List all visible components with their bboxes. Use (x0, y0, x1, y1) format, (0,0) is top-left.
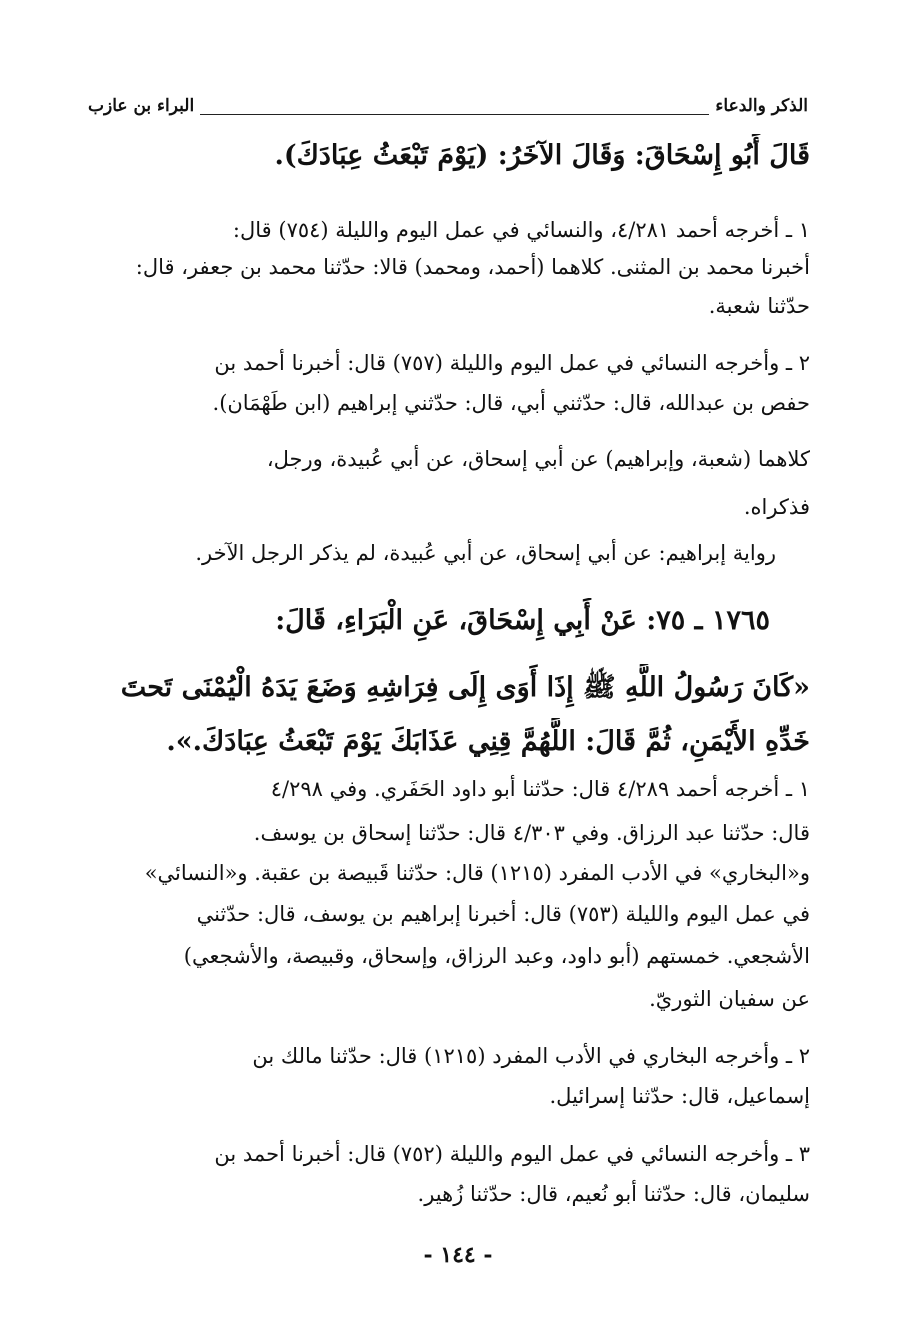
note-line: إسماعيل، قال: حدّثنا إسرائيل. (549, 1084, 810, 1108)
note-line: في عمل اليوم والليلة (٧٥٣) قال: أخبرنا إبراهيم بن يوسف، قال: حدّثني (196, 902, 810, 926)
note-5-line-4 (86, 893, 810, 935)
note-line: ٣ ـ وأخرجه النسائي في عمل اليوم والليلة (٧٥٢) قال: أخبرنا أحمد بن (214, 1142, 810, 1166)
note-line: عن سفيان الثوريّ. (649, 987, 810, 1011)
note-line: الأشجعي. خمستهم (أبو داود، وعبد الرزاق، وإسحاق، وقبيصة، والأشجعي) (183, 944, 810, 968)
note-6-line-2 (86, 1075, 810, 1117)
note-line: ٢ ـ وأخرجه النسائي في عمل اليوم والليلة (٧٥٧) قال: أخبرنا أحمد بن (214, 351, 810, 375)
note-line: أخبرنا محمد بن المثنى. كلاهما (أحمد، ومحمد) قالا: حدّثنا محمد بن جعفر، قال: (135, 255, 810, 279)
note-5-line-2 (86, 812, 810, 854)
note-line: حفص بن عبدالله، قال: حدّثني أبي، قال: حدّثني إبراهيم (ابن طَهْمَان). (212, 391, 810, 415)
hadith-text-line-1 (86, 664, 810, 712)
hadith-continuation (86, 134, 810, 178)
header-rule (198, 114, 718, 115)
note-5-line-3 (86, 852, 810, 894)
note-line: قال: حدّثنا عبد الرزاق. وفي ٤/٣٠٣ قال: حدّثنا إسحاق بن يوسف. (253, 821, 810, 845)
note-6-line-1 (86, 1035, 810, 1077)
note-4-line-1 (86, 531, 776, 575)
note-7-line-1 (86, 1133, 810, 1175)
hadith-number-line (86, 598, 770, 644)
note-1-line-2 (86, 245, 810, 289)
note-5-line-1 (86, 768, 810, 810)
note-5-line-5 (86, 935, 810, 977)
book-title: الذكر والدعاء (709, 96, 808, 116)
note-3-line-1 (86, 437, 810, 481)
note-line: كلاهما (شعبة، وإبراهيم) عن أبي إسحاق، عن أبي عُبيدة، ورجل، (266, 447, 810, 471)
note-1-line-3 (86, 284, 810, 328)
page-number: - ١٤٤ - (423, 1242, 493, 1268)
note-line: ١ ـ أخرجه أحمد ٤/٢٨٩ قال: حدّثنا أبو داود الحَفَري. وفي ٤/٢٩٨ (270, 777, 810, 801)
hadith-line: ١٧٦٥ ـ ٧٥: عَنْ أَبِي إِسْحَاقَ، عَنِ الْبَرَاءِ، قَالَ: (275, 605, 770, 636)
hadith-line: خَدِّهِ الأَيْمَنِ، ثُمَّ قَالَ: اللَّهُمَّ قِنِي عَذَابَكَ يَوْمَ تَبْعَثُ عِبَادَكَ.». (166, 726, 810, 757)
hadith-text-line-2 (86, 718, 810, 766)
note-7-line-2 (86, 1173, 810, 1215)
chapter-title: البراء بن عازب (88, 96, 200, 116)
note-line: و«البخاري» في الأدب المفرد (١٢١٥) قال: حدّثنا قَبيصة بن عقبة. و«النسائي» (144, 861, 810, 885)
note-line: سليمان، قال: حدّثنا أبو نُعيم، قال: حدّثنا زُهير. (417, 1182, 810, 1206)
note-2-line-1 (86, 341, 810, 385)
note-line: ١ ـ أخرجه أحمد ٤/٢٨١، والنسائي في عمل اليوم والليلة (٧٥٤) قال: (232, 218, 810, 242)
note-5-line-6 (86, 978, 810, 1020)
note-line: فذكراه. (743, 495, 810, 519)
hadith-line: قَالَ أَبُو إِسْحَاقَ: وَقَالَ الآخَرُ: (يَوْمَ تَبْعَثُ عِبَادَكَ). (274, 140, 810, 171)
note-2-line-2 (86, 381, 810, 425)
note-line: رواية إبراهيم: عن أبي إسحاق، عن أبي عُبيدة، لم يذكر الرجل الآخر. (195, 541, 776, 565)
note-line: ٢ ـ وأخرجه البخاري في الأدب المفرد (١٢١٥) قال: حدّثنا مالك بن (252, 1044, 810, 1068)
running-header (88, 96, 808, 126)
note-3-line-2 (86, 485, 810, 529)
hadith-line: «كَانَ رَسُولُ اللَّهِ ﷺ إِذَا أَوَى إِلَى فِرَاشِهِ وَضَعَ يَدَهُ الْيُمْنَى تَحتَ (120, 672, 810, 703)
note-line: حدّثنا شعبة. (708, 294, 810, 318)
